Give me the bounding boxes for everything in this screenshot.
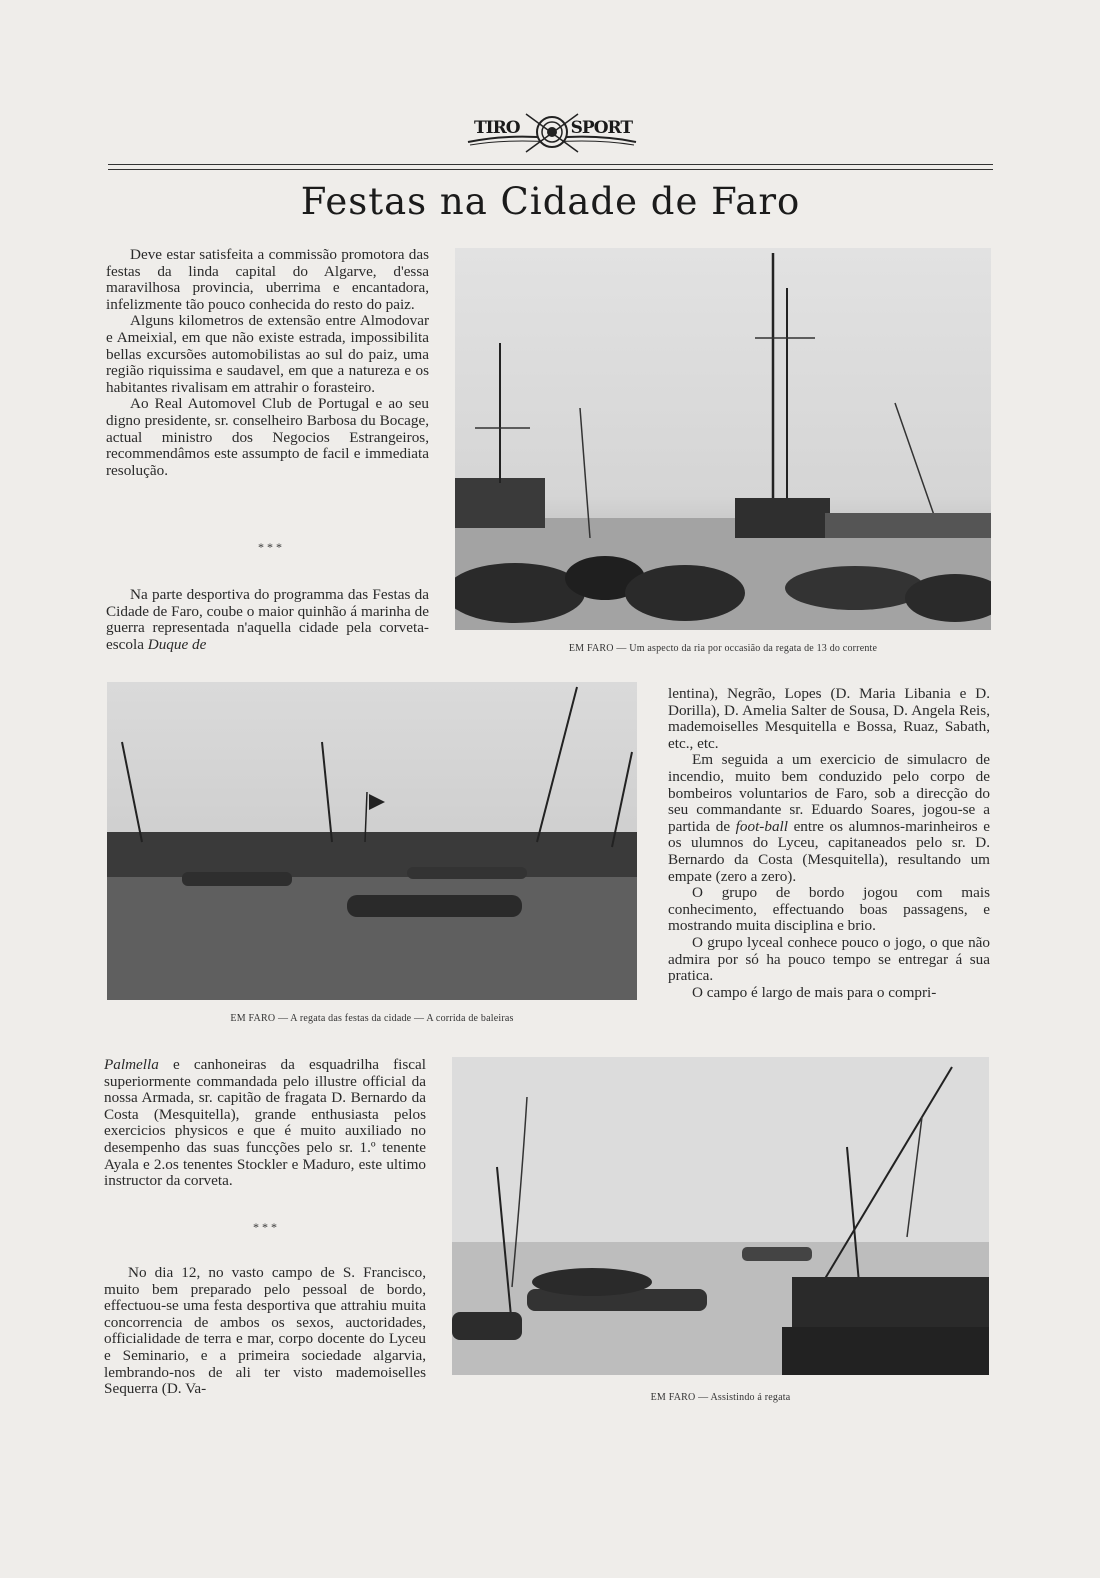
column-right-middle [668, 686, 990, 1001]
paragraph: O campo é largo de mais para o compri- [692, 983, 937, 1001]
caption-photo-3: EM FARO — Assistindo á regata [650, 1392, 791, 1403]
paragraph: lentina), Negrão, Lopes (D. Maria Libania e D. Dorilla), D. Amelia Salter de Sousa, D. Angela Reis, mademoiselles Mesquitella e Bossa, Ruaz, Sabath, etc., etc. [668, 685, 990, 752]
header-rule-thin [108, 169, 993, 170]
paragraph: Na parte desportiva do programma das Festas da Cidade de Faro, coube o maior quinhão á marinha de guerra representada n'aquella cidade pela corveta-escola Duque de [106, 586, 429, 653]
paragraph: No dia 12, no vasto campo de S. Francisco, muito bem preparado pelo pessoal de bordo, effectuou-se uma festa desportiva que attrahiu muita concorrencia de ambos os sexos, auctoridades, officialidade de terra e mar, corpo docente do Lyceu e Seminario, e a primeira sociedade algarvia, lembrando-nos de ali ter visto mademoiselles Sequerra (D. Va- [104, 1264, 426, 1398]
paragraph: Ao Real Automovel Club de Portugal e ao seu digno presidente, sr. conselheiro Barbosa du Bocage, actual ministro dos Negocios Estrangeiros, recommendâmos este assumpto de facil e immediata resolução. [106, 395, 429, 479]
column-intro [106, 247, 429, 479]
column-bottom-left-2 [104, 1265, 426, 1398]
caption-photo-2: EM FARO — A regata das festas da cidade — A corrida de baleiras [230, 1013, 514, 1024]
column-intro-2 [106, 587, 429, 653]
section-stars: * * * [258, 540, 282, 554]
photo-ria-regata [455, 248, 991, 630]
paragraph: Palmella e canhoneiras da esquadrilha fiscal superiormente commandada pelo illustre official da nossa Armada, sr. capitão de fragata D. Bernardo da Costa (Mesquitella), grande enthusiasta pelos exercicios physicos e que é muito auxiliado no desempenho das suas funcções pelo sr. 1.º tenente Ayala e 2.os tenentes Stockler e Maduro, este ultimo instructor da corveta. [104, 1056, 426, 1190]
paragraph: Deve estar satisfeita a commissão promotora das festas da linda capital do Algarve, d'essa maravilhosa provincia, uberrima e encantadora, infelizmente tão pouco conhecida do resto do paiz. [106, 246, 429, 313]
caption-photo-1: EM FARO — Um aspecto da ria por occasião da regata de 13 do corrente [568, 643, 878, 654]
masthead-logo [466, 112, 638, 156]
paragraph: Em seguida a um exercicio de simulacro de incendio, muito bem conduzido pelo corpo de bombeiros voluntarios de Faro, sob a direcção do seu commandante sr. Eduardo Soares, jogou-se a partida de foot-ball entre os alumnos-marinheiros e os ulumnos do Lyceu, capitaneados pelo sr. D. Bernardo da Costa (Mesquitella), resultando um empate (zero a zero). [668, 751, 990, 885]
paragraph: O grupo de bordo jogou com mais conhecimento, effectuando boas passagens, e mostrando muita disciplina e brio. [668, 884, 990, 935]
column-bottom-left [104, 1057, 426, 1190]
photo-regata-baleiras [107, 682, 637, 1000]
paragraph: Alguns kilometros de extensão entre Almodovar e Ameixial, em que não existe estrada, impossibilita bellas excursões automobilistas ao sul do paiz, uma região riquissima e saudavel, em que a natureza e os habitantes rivalisam em attrahir o forasteiro. [106, 312, 429, 396]
photo-assistindo-regata [452, 1057, 989, 1375]
section-stars: * * * [253, 1220, 277, 1234]
article-title: Festas na Cidade de Faro [300, 180, 801, 223]
masthead-left-word: TIRO [474, 118, 520, 138]
paragraph: O grupo lyceal conhece pouco o jogo, o que não admira por só ha pouco tempo se entregar á sua pratica. [668, 933, 990, 985]
masthead-right-word: SPORT [570, 118, 632, 138]
header-rule [108, 164, 993, 165]
